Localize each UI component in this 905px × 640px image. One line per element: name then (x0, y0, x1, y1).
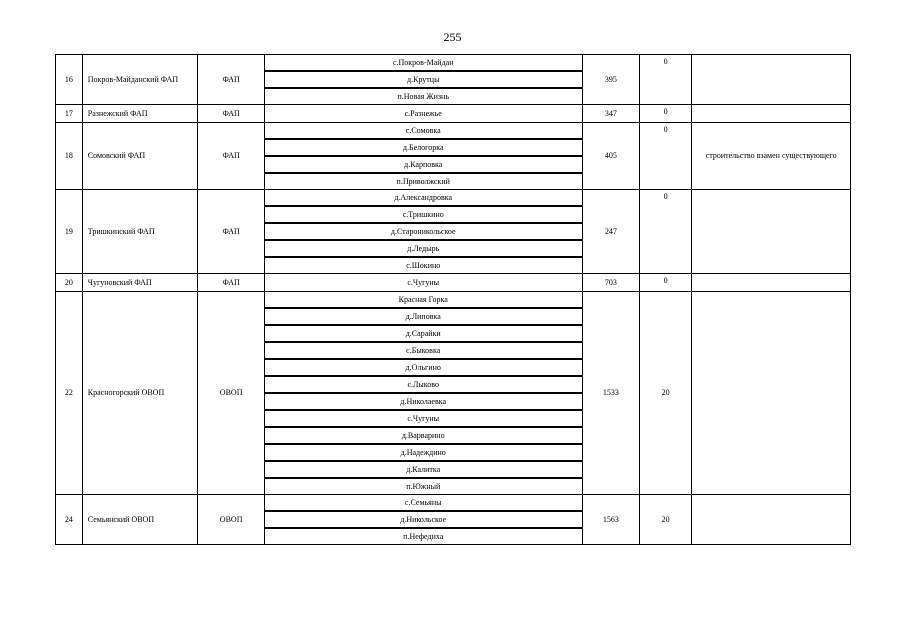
value-cell: 0 (640, 190, 692, 274)
settlement-cell: д.Карповка (264, 156, 582, 173)
value-cell: 20 (640, 495, 692, 545)
settlement-cell: с.Шокино (264, 257, 582, 274)
settlement-cell: д.Липовка (264, 308, 582, 325)
settlement-cell: д.Никольское (264, 511, 582, 528)
settlement-cell: д.Сарайки (264, 325, 582, 342)
table-row (56, 292, 851, 309)
population-cell: 395 (582, 55, 639, 105)
note-cell (692, 190, 851, 274)
note-cell (692, 274, 851, 292)
facilities-table (55, 54, 851, 545)
note-cell (692, 495, 851, 545)
settlement-cell: д.Ледырь (264, 240, 582, 257)
settlement-cell: д.Надеждино (264, 444, 582, 461)
settlement-cell: с.Лыково (264, 376, 582, 393)
page-number: 255 (443, 30, 462, 44)
population-cell: 703 (582, 274, 639, 292)
settlement-cell: д.Белогорка (264, 139, 582, 156)
settlement-cell: д.Староникольское (264, 223, 582, 240)
table-row (56, 105, 851, 123)
row-number: 22 (56, 292, 83, 495)
value-cell: 0 (640, 274, 692, 292)
facility-name: Семьянский ОВОП (82, 495, 198, 545)
value-cell: 0 (640, 55, 692, 105)
value-cell: 0 (640, 123, 692, 190)
facility-type: ФАП (198, 123, 264, 190)
table-row (56, 190, 851, 207)
facility-name: Красногорский ОВОП (82, 292, 198, 495)
value-cell: 20 (640, 292, 692, 495)
row-number: 17 (56, 105, 83, 123)
settlement-cell: д.Александровка (264, 190, 582, 207)
settlement-cell: Красная Горка (264, 292, 582, 309)
settlement-cell: с.Семьяны (264, 495, 582, 512)
row-number: 24 (56, 495, 83, 545)
row-number: 20 (56, 274, 83, 292)
facility-type: ОВОП (198, 292, 264, 495)
facility-type: ФАП (198, 55, 264, 105)
settlement-cell: с.Покров-Майдан (264, 55, 582, 72)
row-number: 18 (56, 123, 83, 190)
facility-type: ФАП (198, 190, 264, 274)
facility-name: Разнежский ФАП (82, 105, 198, 123)
note-cell: строительство взамен существующего (692, 123, 851, 190)
facility-type: ОВОП (198, 495, 264, 545)
table-row (56, 495, 851, 512)
settlement-cell: п.Новая Жизнь (264, 88, 582, 105)
population-cell: 347 (582, 105, 639, 123)
settlement-cell: д.Калитка (264, 461, 582, 478)
table-row (56, 123, 851, 140)
row-number: 19 (56, 190, 83, 274)
settlement-cell: с.Разнежье (264, 105, 582, 123)
table-row (56, 274, 851, 292)
facility-name: Тришкинский ФАП (82, 190, 198, 274)
population-cell: 1563 (582, 495, 639, 545)
settlement-cell: с.Чугуны (264, 410, 582, 427)
facility-name: Покров-Майданский ФАП (82, 55, 198, 105)
facility-name: Сомовский ФАП (82, 123, 198, 190)
settlement-cell: д.Варварино (264, 427, 582, 444)
population-cell: 247 (582, 190, 639, 274)
settlement-cell: п.Нефедиха (264, 528, 582, 545)
settlement-cell: с.Быковка (264, 342, 582, 359)
settlement-cell: п.Южный (264, 478, 582, 495)
settlement-cell: п.Приволжский (264, 173, 582, 190)
facility-type: ФАП (198, 274, 264, 292)
facility-type: ФАП (198, 105, 264, 123)
note-cell (692, 105, 851, 123)
note-cell (692, 55, 851, 105)
settlement-cell: д.Николаевка (264, 393, 582, 410)
settlement-cell: д.Крутцы (264, 71, 582, 88)
settlement-cell: с.Чугуны (264, 274, 582, 292)
facility-name: Чугуновский ФАП (82, 274, 198, 292)
note-cell (692, 292, 851, 495)
row-number: 16 (56, 55, 83, 105)
settlement-cell: д.Ольгино (264, 359, 582, 376)
value-cell: 0 (640, 105, 692, 123)
population-cell: 405 (582, 123, 639, 190)
population-cell: 1533 (582, 292, 639, 495)
settlement-cell: с.Тришкино (264, 206, 582, 223)
table-row (56, 55, 851, 72)
settlement-cell: с.Сомовка (264, 123, 582, 140)
